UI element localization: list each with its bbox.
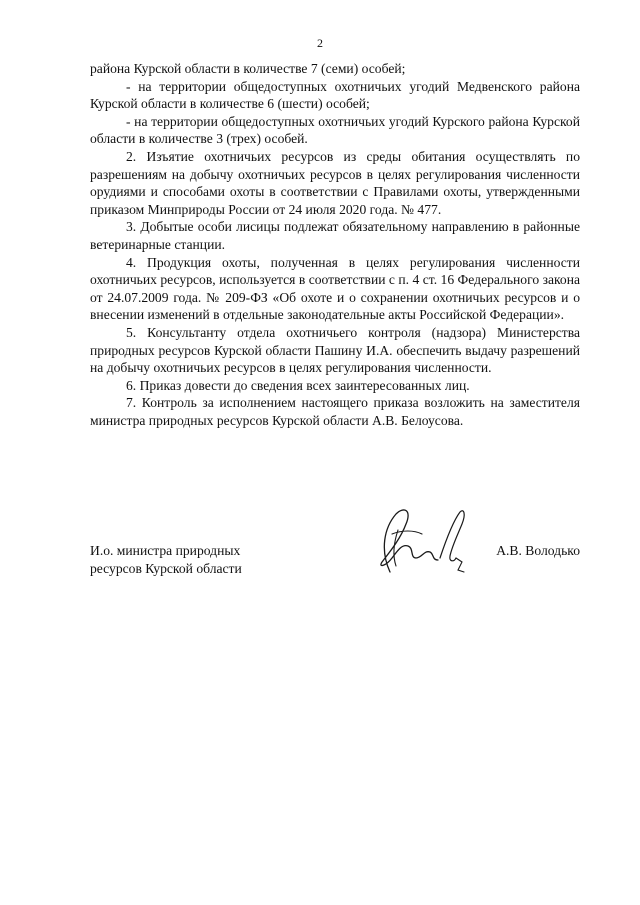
handwritten-signature — [362, 500, 472, 580]
signer-name: А.В. Володько — [496, 543, 580, 558]
page-number: 2 — [317, 36, 323, 50]
paragraph-item-4: 4. Продукция охоты, полученная в целях регулирования численности охотничьих ресурсов, используется в соответствии с п. 4 ст. 16 Федерального закона от 24.07.2009 года. № 209-ФЗ «Об охоте и о сохранении охотничьих ресурсов и о внесении изменений в отдельные законодательные акты Российской Федерации». — [90, 254, 580, 323]
signer-title-line1: И.о. министра природных — [90, 543, 241, 558]
signer-title — [90, 542, 290, 577]
paragraph-item-2: 2. Изъятие охотничьих ресурсов из среды обитания осуществлять по разрешениям на добычу охотничьих ресурсов в целях регулирования численности орудиями и способами охоты в соответствии с Правилами охоты, утвержденными приказом Минприроды России от 24 июля 2020 года. № 477. — [90, 148, 580, 217]
paragraph-item-6: 6. Приказ довести до сведения всех заинтересованных лиц. — [126, 377, 470, 393]
document-body — [90, 60, 580, 429]
paragraph-item-3: 3. Добытые особи лисицы подлежат обязательному направлению в районные ветеринарные станции. — [90, 219, 580, 252]
paragraph-continuation: района Курской области в количестве 7 (семи) особей; — [90, 61, 406, 76]
signature-block — [90, 542, 580, 602]
signer-title-line2: ресурсов Курской области — [90, 560, 242, 576]
paragraph-item-5: 5. Консультанту отдела охотничьего контроля (надзора) Министерства природных ресурсов Курской области Пашину И.А. обеспечить выдачу разрешений на добычу охотничьих ресурсов в целях регулирования численности. — [90, 324, 580, 376]
paragraph-kursky-district: - на территории общедоступных охотничьих угодий Курского района Курской области в количестве 3 (трех) особей. — [90, 113, 580, 147]
paragraph-item-7: 7. Контроль за исполнением настоящего приказа возложить на заместителя министра природных ресурсов Курской области А.В. Белоусова. — [90, 395, 580, 428]
paragraph-medvensky-district: - на территории общедоступных охотничьих угодий Медвенского района Курской области в количестве 6 (шести) особей; — [90, 78, 580, 112]
